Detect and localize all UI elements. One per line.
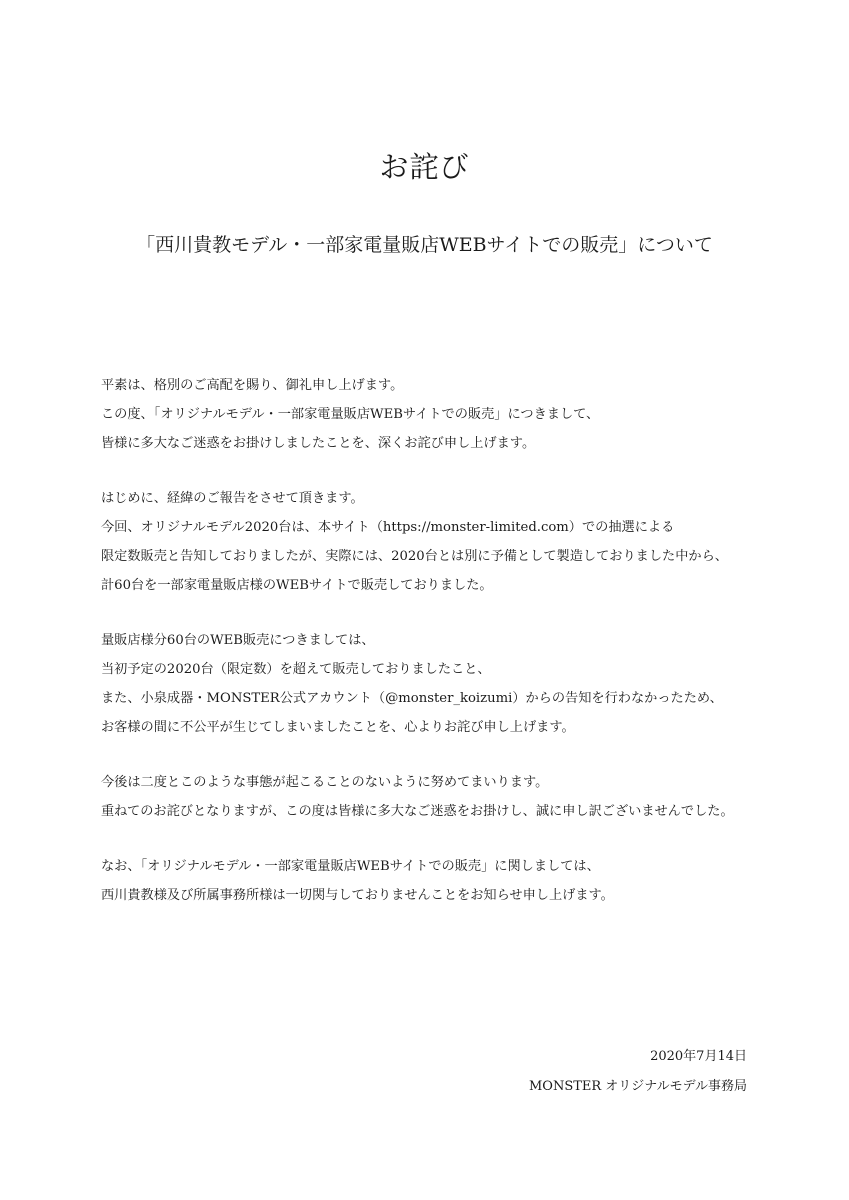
page-title: お詫び (379, 150, 470, 184)
apology-body (101, 371, 761, 936)
paragraph-1 (101, 371, 761, 458)
text-line: 計60台を一部家電量販店様のWEBサイトで販売しておりました。 (101, 578, 493, 593)
paragraph-3 (101, 626, 761, 742)
text-line: 当初予定の2020台（限定数）を超えて販売しておりましたこと、 (101, 662, 491, 677)
text-line: この度、「オリジナルモデル・一部家電量販店WEBサイトでの販売」につきまして、 (101, 407, 600, 422)
text-line: お客様の間に不公平が生じてしまいましたことを、心よりお詫び申し上げます。 (101, 720, 575, 735)
text-line: なお、「オリジナルモデル・一部家電量販店WEBサイトでの販売」に関しましては、 (101, 859, 600, 874)
text-line: はじめに、経緯のご報告をさせて頂きます。 (101, 491, 364, 506)
text-line: 平素は、格別のご高配を賜り、御礼申し上げます。 (101, 378, 404, 393)
text-line: 重ねてのお詫びとなりますが、この度は皆様に多大なご迷惑をお掛けし、誠に申し訳ございませんでした。 (101, 804, 734, 819)
paragraph-2 (101, 484, 761, 600)
text-line: 限定数販売と告知しておりましたが、実際には、2020台とは別に予備として製造しておりました中から、 (101, 549, 728, 564)
text-line: 皆様に多大なご迷惑をお掛けしましたことを、深くお詫び申し上げます。 (101, 436, 536, 451)
text-line: 量販店様分60台のWEB販売につきましては、 (101, 633, 375, 648)
document-date: 2020年7月14日 (650, 1049, 747, 1064)
closing-block (529, 1042, 747, 1102)
page-subtitle: 「西川貴教モデル・一部家電量販店WEBサイトでの販売」について (136, 234, 713, 256)
paragraph-5 (101, 852, 761, 910)
text-line: 今回、オリジナルモデル2020台は、本サイト（https://monster-limited.com）での抽選による (101, 520, 675, 535)
paragraph-4 (101, 768, 761, 826)
signature: MONSTER オリジナルモデル事務局 (528, 1079, 747, 1094)
text-line: また、小泉成器・MONSTER公式アカウント（@monster_koizumi）からの告知を行わなかったため、 (101, 691, 723, 706)
text-line: 西川貴教様及び所属事務所様は一切関与しておりませんことをお知らせ申し上げます。 (101, 888, 614, 903)
text-line: 今後は二度とこのような事態が起こることのないように努めてまいります。 (101, 775, 549, 790)
